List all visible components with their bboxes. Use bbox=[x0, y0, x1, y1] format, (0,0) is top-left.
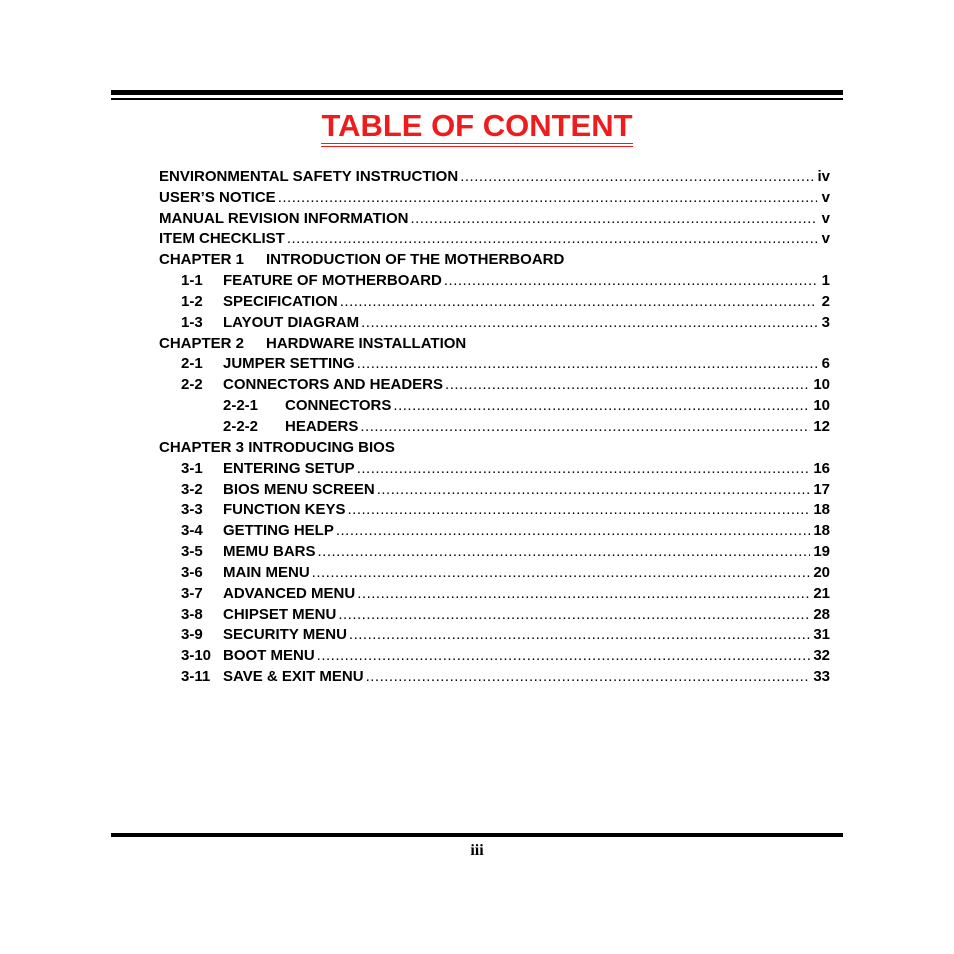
toc-entry-label: FUNCTION KEYS bbox=[223, 501, 346, 519]
toc-leader-dots bbox=[317, 647, 811, 664]
toc-entry-number: 3-7 bbox=[181, 584, 203, 602]
toc-leader-dots bbox=[348, 501, 811, 518]
toc-entry-page: iv bbox=[817, 167, 830, 185]
toc-leader-dots bbox=[444, 272, 817, 289]
toc-entry-label: SPECIFICATION bbox=[223, 292, 338, 310]
toc-leader-dots bbox=[445, 376, 810, 393]
toc-leader-dots bbox=[360, 418, 810, 435]
toc-entry-page: 20 bbox=[813, 563, 830, 581]
toc-leader-dots bbox=[278, 189, 817, 206]
toc-leader-dots bbox=[393, 397, 810, 414]
toc-entry-page: 10 bbox=[813, 397, 830, 415]
toc-entry[interactable] bbox=[159, 289, 830, 310]
toc-entry-label: FEATURE OF MOTHERBOARD bbox=[223, 272, 442, 290]
toc-entry-number: 3-3 bbox=[181, 501, 203, 519]
toc-leader-dots bbox=[460, 168, 814, 185]
toc-leader-dots bbox=[377, 481, 811, 498]
toc-entry[interactable] bbox=[159, 560, 830, 581]
toc-entry[interactable] bbox=[159, 581, 830, 602]
toc-entry-number: 3-8 bbox=[181, 605, 203, 623]
toc-entry-label: MANUAL REVISION INFORMATION bbox=[159, 209, 409, 227]
toc-entry-label: USER’S NOTICE bbox=[159, 188, 276, 206]
toc-entry[interactable] bbox=[159, 623, 830, 644]
toc-entry-number: 1-3 bbox=[181, 313, 203, 331]
toc-leader-dots bbox=[338, 606, 810, 623]
toc-leader-dots bbox=[357, 585, 810, 602]
toc-entry-label: MAIN MENU bbox=[223, 563, 310, 581]
toc-entry[interactable] bbox=[159, 664, 830, 685]
toc-leader-dots bbox=[349, 626, 810, 643]
toc-chapter-heading[interactable] bbox=[159, 331, 830, 352]
toc-leader-dots bbox=[312, 564, 811, 581]
toc-entry-label: MEMU BARS bbox=[223, 543, 316, 561]
toc-entry-number: 3-4 bbox=[181, 522, 203, 540]
toc-entry-label: BOOT MENU bbox=[223, 647, 315, 665]
toc-chapter-number: CHAPTER 2 bbox=[159, 334, 245, 352]
toc-entry[interactable] bbox=[159, 372, 830, 393]
toc-entry-number: 3-10 bbox=[181, 647, 212, 665]
toc-entry-page: 21 bbox=[813, 584, 830, 602]
toc-entry-label: BIOS MENU SCREEN bbox=[223, 480, 375, 498]
toc-entry-label: JUMPER SETTING bbox=[223, 355, 355, 373]
toc-entry[interactable] bbox=[159, 185, 830, 206]
toc-entry-page: 10 bbox=[813, 376, 830, 394]
toc-entry-page: 17 bbox=[813, 480, 830, 498]
toc-leader-dots bbox=[336, 522, 810, 539]
toc-entry-number: 2-2-1 bbox=[223, 397, 259, 415]
toc-entry[interactable] bbox=[159, 227, 830, 248]
toc-entry-page: 18 bbox=[813, 522, 830, 540]
table-of-contents bbox=[159, 164, 830, 685]
toc-entry-label: LAYOUT DIAGRAM bbox=[223, 313, 360, 331]
toc-subentry[interactable] bbox=[159, 393, 830, 414]
toc-entry-page: 31 bbox=[813, 626, 830, 644]
toc-entry-label: ENVIRONMENTAL SAFETY INSTRUCTION bbox=[159, 167, 459, 185]
toc-chapter-title: INTRODUCING BIOS bbox=[248, 438, 395, 456]
toc-entry[interactable] bbox=[159, 164, 830, 185]
toc-entry[interactable] bbox=[159, 477, 830, 498]
toc-entry-label: SAVE & EXIT MENU bbox=[223, 668, 364, 686]
toc-entry[interactable] bbox=[159, 498, 830, 519]
toc-entry[interactable] bbox=[159, 206, 830, 227]
toc-entry-page: 32 bbox=[813, 647, 830, 665]
toc-entry-page: 19 bbox=[813, 543, 830, 561]
toc-leader-dots bbox=[410, 210, 817, 227]
footer-rule bbox=[111, 833, 843, 837]
toc-entry-label: CONNECTORS AND HEADERS bbox=[223, 376, 444, 394]
toc-entry-label: ITEM CHECKLIST bbox=[159, 230, 285, 248]
toc-entry-page: v bbox=[821, 230, 830, 248]
toc-leader-dots bbox=[340, 293, 817, 310]
header-rule-thick bbox=[111, 90, 843, 95]
toc-entry-page: 1 bbox=[821, 272, 830, 290]
toc-entry[interactable] bbox=[159, 518, 830, 539]
toc-entry[interactable] bbox=[159, 456, 830, 477]
toc-chapter-title: INTRODUCTION OF THE MOTHERBOARD bbox=[266, 251, 565, 269]
toc-entry-page: 28 bbox=[813, 605, 830, 623]
toc-entry-label: SECURITY MENU bbox=[223, 626, 347, 644]
footer-page-number: iii bbox=[470, 842, 484, 859]
toc-chapter-number: CHAPTER 1 bbox=[159, 251, 245, 269]
toc-entry-number: 1-2 bbox=[181, 292, 203, 310]
toc-chapter-title: HARDWARE INSTALLATION bbox=[266, 334, 467, 352]
page-title-wrapper bbox=[0, 108, 954, 144]
toc-entry-number: 3-9 bbox=[181, 626, 203, 644]
toc-entry-page: 6 bbox=[821, 355, 830, 373]
toc-entry-number: 3-5 bbox=[181, 543, 203, 561]
toc-entry-label: CHIPSET MENU bbox=[223, 605, 337, 623]
toc-entry-label: GETTING HELP bbox=[223, 522, 334, 540]
toc-chapter-heading[interactable] bbox=[159, 435, 830, 456]
toc-entry-page: v bbox=[821, 188, 830, 206]
toc-entry[interactable] bbox=[159, 539, 830, 560]
toc-leader-dots bbox=[357, 355, 817, 372]
toc-subentry[interactable] bbox=[159, 414, 830, 435]
toc-entry-page: v bbox=[821, 209, 830, 227]
toc-entry-number: 2-2 bbox=[181, 376, 203, 394]
toc-entry-number: 1-1 bbox=[181, 272, 203, 290]
toc-entry-page: 2 bbox=[821, 292, 830, 310]
toc-entry-number: 3-1 bbox=[181, 459, 203, 477]
toc-entry-page: 18 bbox=[813, 501, 830, 519]
toc-entry-page: 16 bbox=[813, 459, 830, 477]
toc-entry-page: 33 bbox=[813, 668, 830, 686]
toc-leader-dots bbox=[366, 668, 811, 685]
toc-chapter-heading[interactable] bbox=[159, 247, 830, 268]
toc-entry-number: 3-2 bbox=[181, 480, 203, 498]
toc-entry[interactable] bbox=[159, 268, 830, 289]
toc-entry-number: 2-1 bbox=[181, 355, 203, 373]
toc-entry-label: ENTERING SETUP bbox=[223, 459, 355, 477]
toc-leader-dots bbox=[318, 543, 811, 560]
toc-entry-label: CONNECTORS bbox=[285, 397, 392, 415]
page-title: TABLE OF CONTENT bbox=[321, 108, 632, 147]
toc-leader-dots bbox=[287, 230, 817, 247]
toc-leader-dots bbox=[357, 460, 811, 477]
toc-entry-number: 2-2-2 bbox=[223, 417, 259, 435]
toc-entry[interactable] bbox=[159, 602, 830, 623]
toc-entry-label: HEADERS bbox=[285, 417, 359, 435]
toc-entry[interactable] bbox=[159, 310, 830, 331]
toc-chapter-number: CHAPTER 3 bbox=[159, 438, 245, 456]
toc-entry-page: 12 bbox=[813, 417, 830, 435]
toc-entry-number: 3-6 bbox=[181, 563, 203, 581]
toc-leader-dots bbox=[361, 314, 817, 331]
toc-entry[interactable] bbox=[159, 352, 830, 373]
toc-entry[interactable] bbox=[159, 643, 830, 664]
toc-entry-number: 3-11 bbox=[181, 668, 211, 686]
toc-entry-label: ADVANCED MENU bbox=[223, 584, 356, 602]
header-rule-thin bbox=[111, 98, 843, 100]
toc-entry-page: 3 bbox=[821, 313, 830, 331]
